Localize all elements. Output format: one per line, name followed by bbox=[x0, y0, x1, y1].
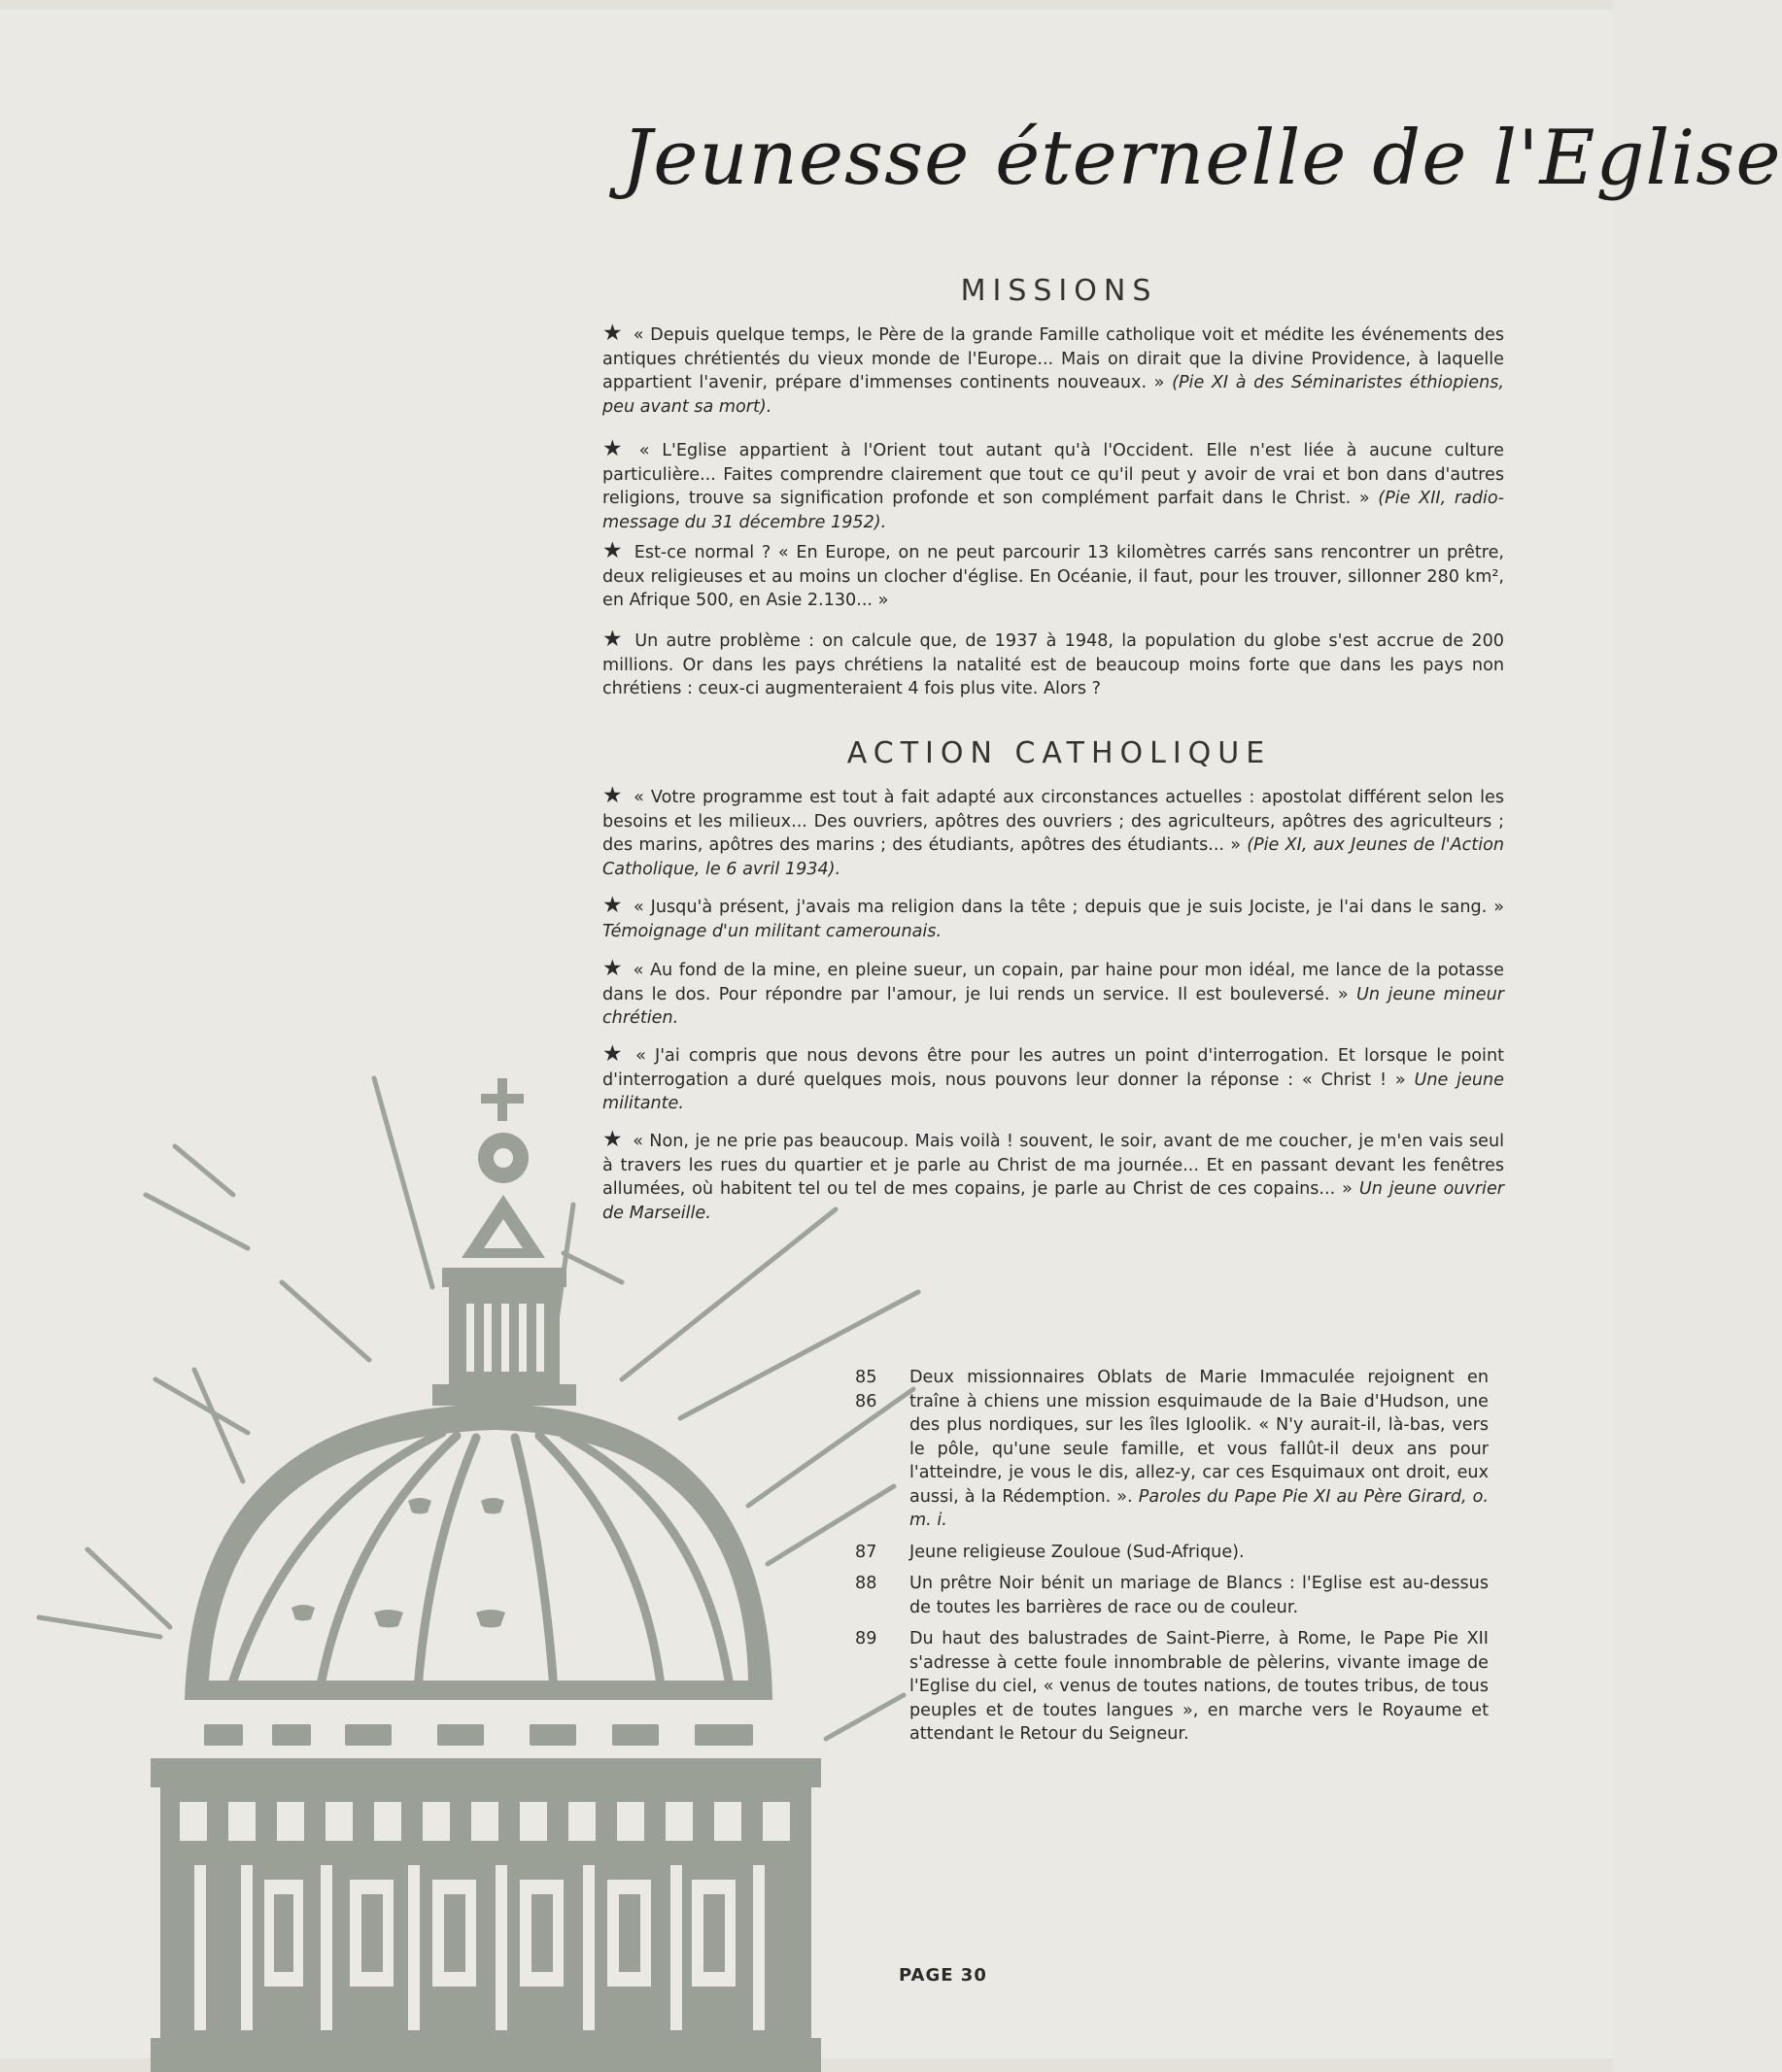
caption-text: Jeune religieuse Zouloue (Sud-Afrique). bbox=[909, 1542, 1245, 1562]
star-icon: ★ bbox=[602, 893, 624, 918]
caption-number: 87 bbox=[855, 1542, 877, 1562]
star-icon: ★ bbox=[602, 436, 630, 461]
paragraph-source: Une jeune militante. bbox=[602, 1070, 1504, 1113]
paragraph-source: Un jeune ouvrier de Marseille. bbox=[602, 1179, 1505, 1223]
star-icon: ★ bbox=[602, 538, 625, 563]
paragraph-source: (Pie XI à des Séminaristes éthiopiens, peu avant sa mort). bbox=[602, 373, 1504, 417]
missions-paragraph bbox=[602, 538, 1504, 613]
paragraph-text: « Non, je ne prie pas beaucoup. Mais voilà ! souvent, le soir, avant de me coucher, je m'en vais seul à travers les rues du quartier et je parle au Christ de ma journée... Et en passant devant les fenêtres allumées, où habitent tel ou tel de mes copains, je parle au Christ de ces copains... » bbox=[602, 1132, 1504, 1199]
caption-text: Du haut des balustrades de Saint-Pierre, à Rome, le Pape Pie XII s'adresse à cette foule innombrable de pèlerins, vivante image de l'Eglise du ciel, « venus de toutes nations, de toutes tribus, de tous peuples et de toutes langues », en marche vers le Royaume et attendant le Retour du Seigneur. bbox=[909, 1629, 1489, 1744]
caption-text: Un prêtre Noir bénit un mariage de Blancs : l'Eglise est au-dessus de toutes les barrières de race ou de couleur. bbox=[909, 1574, 1489, 1617]
caption-number: 88 bbox=[855, 1574, 877, 1593]
paragraph-text: « J'ai compris que nous devons être pour les autres un point d'interrogation. Et lorsque le point d'interrogation a duré quelques mois, nous pouvons leur donner la réponse : « Christ ! » bbox=[602, 1046, 1504, 1090]
action-paragraph bbox=[602, 783, 1505, 881]
paragraph-source: Un jeune mineur chrétien. bbox=[602, 984, 1505, 1028]
photo-captions bbox=[855, 1366, 1489, 1754]
paragraph-source: (Pie XI, aux Jeunes de l'Action Catholique, le 6 avril 1934). bbox=[602, 835, 1504, 879]
action-paragraph bbox=[602, 893, 1504, 943]
action-paragraph bbox=[602, 1127, 1505, 1225]
paragraph-text: « L'Eglise appartient à l'Orient tout autant qu'à l'Occident. Elle n'est liée à aucune culture particulière... Faites comprendre clairement que tout ce qu'il peut y avoir de vrai et bon dans d'autres religions, trouve sa signification profonde et son complément parfait dans le Christ. » bbox=[602, 441, 1504, 508]
page-number: PAGE 30 bbox=[899, 1965, 987, 1986]
missions-paragraph bbox=[602, 323, 1504, 419]
paragraph-text: « Au fond de la mine, en pleine sueur, un copain, par haine pour mon idéal, me lance de la potasse dans le dos. Pour répondre par l'amour, je lui rends un service. Il est bouleversé. » bbox=[602, 961, 1504, 1004]
caption-number: 89 bbox=[855, 1629, 877, 1648]
star-icon: ★ bbox=[602, 1041, 627, 1067]
star-icon: ★ bbox=[602, 321, 624, 346]
paragraph-text: « Depuis quelque temps, le Père de la grande Famille catholique voit et médite les événements des antiques chrétientés du vieux monde de l'Europe... Mais on dirait que la divine Providence, à laquelle appartient l'avenir, prépare d'immenses continents nouveaux. » bbox=[602, 325, 1505, 392]
paragraph-text: Un autre problème : on calcule que, de 1937 à 1948, la population du globe s'est accrue de 200 millions. Or dans les pays chrétiens la natalité est de beaucoup moins forte que dans les pays non chrétiens : ceux-ci augmenteraient 4 fois plus vite. Alors ? bbox=[602, 631, 1504, 698]
star-icon: ★ bbox=[602, 1127, 624, 1152]
section-heading-missions: MISSIONS bbox=[960, 274, 1158, 308]
paragraph-text: Est-ce normal ? « En Europe, on ne peut parcourir 13 kilomètres carrés sans rencontrer un prêtre, deux religieuses et au moins un clocher d'église. En Océanie, il faut, pour les trouver, sillonner 280 km², en Afrique 500, en Asie 2.130... » bbox=[602, 543, 1504, 610]
caption-item bbox=[855, 1541, 1489, 1565]
star-icon: ★ bbox=[602, 627, 626, 652]
paragraph-source: Témoignage d'un militant camerounais. bbox=[602, 921, 942, 941]
caption-item bbox=[855, 1366, 1489, 1533]
paragraph-text: « Votre programme est tout à fait adapté aux circonstances actuelles : apostolat différent selon les besoins et les milieux... Des ouvriers, apôtres des ouvriers ; des agriculteurs, apôtres des agriculteurs ; des marins, apôtres des marins ; des étudiants, apôtres des étudiants... » bbox=[602, 788, 1505, 855]
paragraph-text: « Jusqu'à présent, j'avais ma religion dans la tête ; depuis que je suis Jociste, je l'ai dans le sang. » bbox=[633, 898, 1504, 917]
caption-text: Deux missionnaires Oblats de Marie Immaculée rejoignent en traîne à chiens une mission esquimaude de la Baie d'Hudson, une des plus nordiques, sur les îles Igloolik. « N'y aurait-il, là-bas, vers le pôle, qu'une seule famille, et vous fallût-il deux ans pour l'atteindre, je vous le dis, allez-y, car ces Esquimaux ont droit, eux aussi, à la Rédemption. ». bbox=[909, 1368, 1489, 1507]
paper-edge-top bbox=[0, 0, 1613, 10]
caption-item bbox=[855, 1572, 1489, 1619]
caption-body bbox=[909, 1366, 1489, 1533]
action-paragraph bbox=[602, 956, 1505, 1031]
section-heading-action-catholique: ACTION CATHOLIQUE bbox=[846, 736, 1272, 770]
caption-number: 85 86 bbox=[855, 1368, 877, 1411]
page-title: Jeunesse éternelle de l'Eglise bbox=[622, 115, 1782, 202]
caption-source: Paroles du Pape Pie XI au Père Girard, o. m. i. bbox=[909, 1486, 1489, 1530]
action-paragraph bbox=[602, 1041, 1504, 1116]
star-icon: ★ bbox=[602, 956, 624, 981]
caption-item bbox=[855, 1627, 1489, 1747]
star-icon: ★ bbox=[602, 783, 625, 808]
paragraph-source: (Pie XII, radio-message du 31 décembre 1952). bbox=[602, 489, 1505, 532]
missions-paragraph bbox=[602, 436, 1505, 534]
missions-paragraph bbox=[602, 629, 1504, 701]
